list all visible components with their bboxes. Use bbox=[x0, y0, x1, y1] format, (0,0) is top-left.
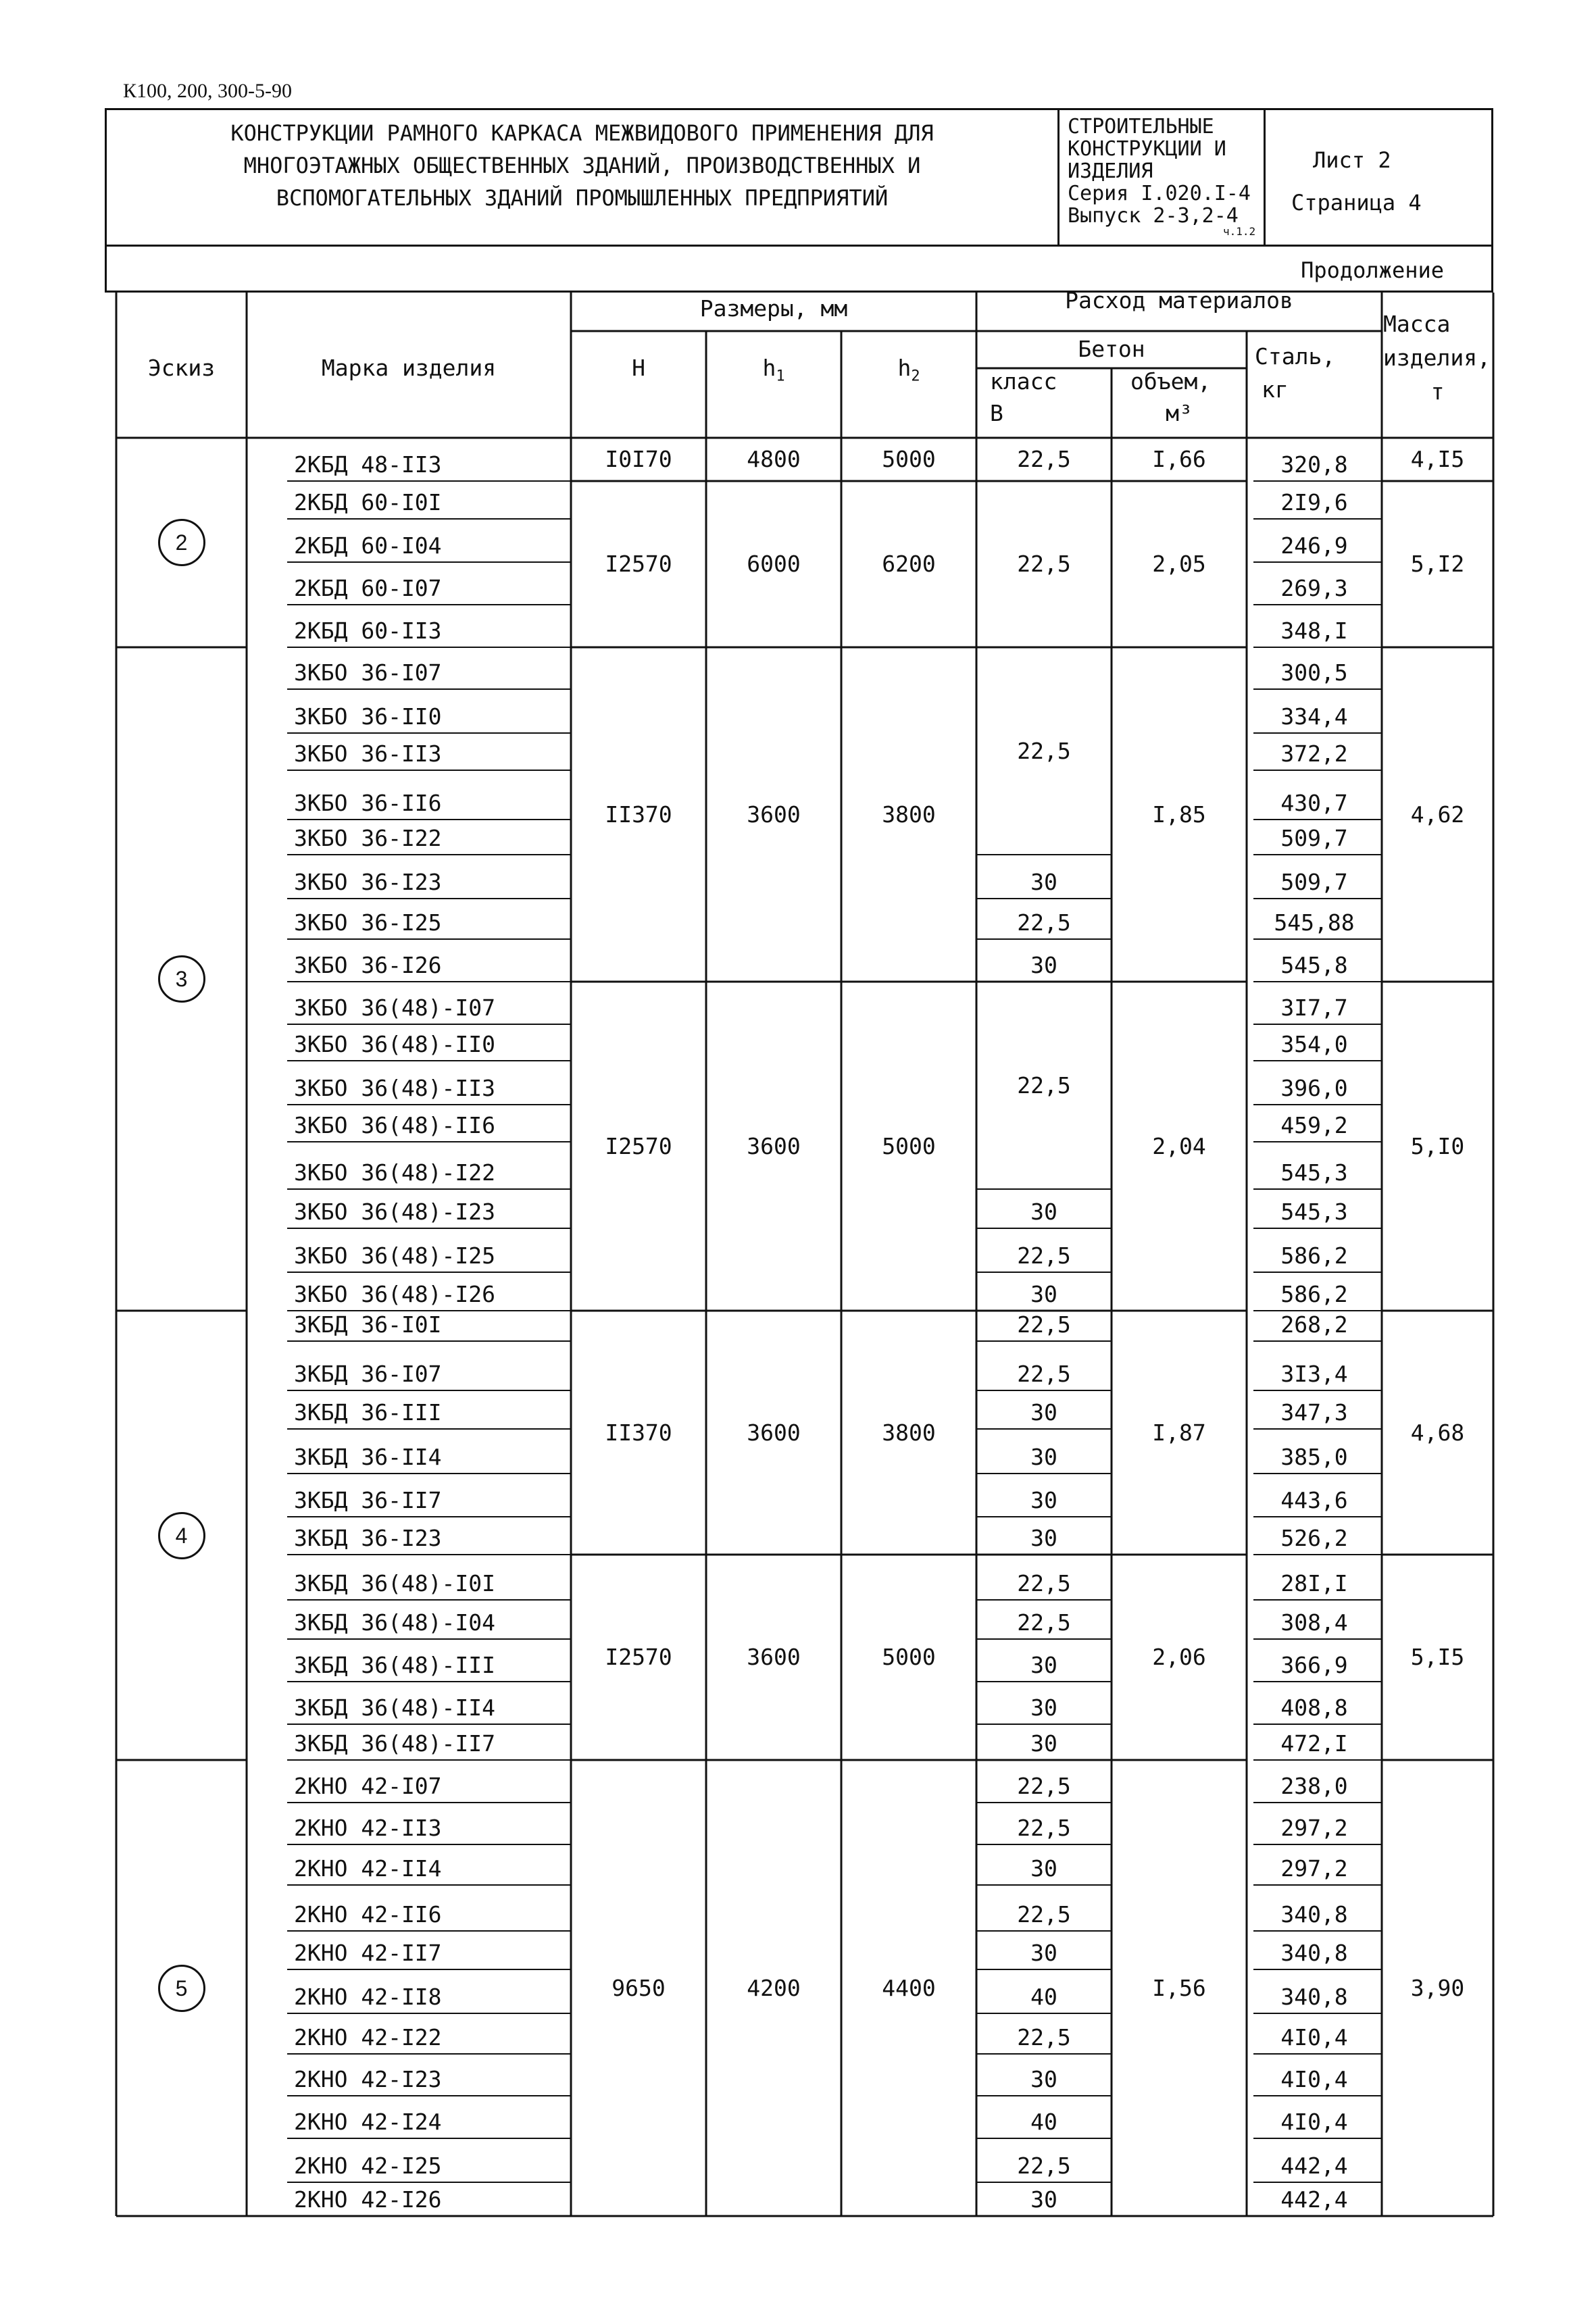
sketch-number-5: 5 bbox=[158, 1965, 205, 2012]
steel-cell: 340,8 bbox=[1280, 1901, 1348, 1928]
steel-cell: 442,4 bbox=[1280, 2186, 1348, 2213]
steel-cell: 408,8 bbox=[1280, 1694, 1348, 1721]
mark-cell: 3КБО 36-I22 bbox=[294, 825, 442, 851]
class-cell: 30 bbox=[1030, 1199, 1057, 1225]
steel-cell: 28I,I bbox=[1280, 1570, 1348, 1596]
steel-cell: 2I9,6 bbox=[1280, 489, 1348, 515]
steel-cell: 509,7 bbox=[1280, 869, 1348, 895]
mass-cell: 4,68 bbox=[1410, 1419, 1465, 1446]
class-cell: 30 bbox=[1030, 1281, 1057, 1307]
height-cell: II370 bbox=[605, 801, 672, 828]
mark-cell: 2КНО 42-I22 bbox=[294, 2024, 442, 2051]
mark-cell: 2КНО 42-II6 bbox=[294, 1901, 442, 1928]
col-mass-header-3: т bbox=[1430, 378, 1445, 405]
volume-cell: 2,04 bbox=[1152, 1132, 1206, 1159]
volume-cell: 2,06 bbox=[1152, 1644, 1206, 1670]
class-cell: 22,5 bbox=[1017, 1773, 1071, 1799]
steel-cell: 586,2 bbox=[1280, 1281, 1348, 1307]
series-line: Выпуск 2-3,2-4 bbox=[1068, 204, 1239, 228]
steel-cell: 3I3,4 bbox=[1280, 1361, 1348, 1387]
mark-cell: 2КБД 60-I04 bbox=[294, 532, 442, 559]
mark-cell: 3КБД 36(48)-III bbox=[294, 1652, 496, 1678]
height-cell: I2570 bbox=[605, 1644, 672, 1670]
mark-cell: 2КНО 42-I24 bbox=[294, 2109, 442, 2135]
steel-cell: 430,7 bbox=[1280, 790, 1348, 816]
mark-cell: 3КБО 36(48)-II0 bbox=[294, 1031, 496, 1057]
h2-cell: 5000 bbox=[882, 1132, 936, 1159]
height-cell: I0I70 bbox=[605, 446, 672, 472]
sketch-number-2: 2 bbox=[158, 519, 205, 566]
mark-cell: 3КБО 36-I26 bbox=[294, 952, 442, 978]
mark-cell: 3КБО 36-I25 bbox=[294, 909, 442, 936]
mark-cell: 2КБД 60-I0I bbox=[294, 489, 442, 515]
col-steel-header-2: кг bbox=[1262, 376, 1289, 403]
steel-cell: 385,0 bbox=[1280, 1444, 1348, 1470]
steel-cell: 545,8 bbox=[1280, 952, 1348, 978]
title-line: КОНСТРУКЦИИ РАМНОГО КАРКАСА МЕЖВИДОВОГО ПРИМЕНЕНИЯ ДЛЯ bbox=[230, 120, 934, 146]
mark-cell: 3КБО 36(48)-I23 bbox=[294, 1199, 496, 1225]
steel-cell: 268,2 bbox=[1280, 1311, 1348, 1338]
steel-cell: 545,3 bbox=[1280, 1199, 1348, 1225]
series-line: КОНСТРУКЦИИ И bbox=[1068, 137, 1226, 161]
h1-cell: 6000 bbox=[747, 551, 801, 577]
page-number: Страница 4 bbox=[1291, 190, 1422, 216]
steel-cell: 545,88 bbox=[1274, 909, 1355, 936]
steel-cell: 459,2 bbox=[1280, 1112, 1348, 1138]
steel-cell: 246,9 bbox=[1280, 532, 1348, 559]
sheet-number: Лист 2 bbox=[1313, 147, 1391, 173]
class-cell: 30 bbox=[1030, 1730, 1057, 1757]
steel-cell: 334,4 bbox=[1280, 703, 1348, 730]
col-h2-header bbox=[841, 355, 976, 391]
mark-cell: 2КБД 60-II3 bbox=[294, 618, 442, 644]
mark-cell: 3КБД 36-I23 bbox=[294, 1525, 442, 1551]
steel-cell: 443,6 bbox=[1280, 1487, 1348, 1513]
mark-cell: 3КБД 36-II4 bbox=[294, 1444, 442, 1470]
class-cell: 22,5 bbox=[1017, 446, 1071, 472]
col-class-header: класс bbox=[990, 368, 1057, 395]
h1-cell: 3600 bbox=[747, 1644, 801, 1670]
class-cell: 22,5 bbox=[1017, 551, 1071, 577]
h1-cell: 4800 bbox=[747, 446, 801, 472]
mark-cell: 3КБО 36-I07 bbox=[294, 659, 442, 686]
h2-cell: 6200 bbox=[882, 551, 936, 577]
steel-cell: 4I0,4 bbox=[1280, 2024, 1348, 2051]
class-cell: 30 bbox=[1030, 1652, 1057, 1678]
mark-cell: 2КНО 42-I26 bbox=[294, 2186, 442, 2213]
sketch-number-4: 4 bbox=[158, 1512, 205, 1559]
steel-cell: 347,3 bbox=[1280, 1399, 1348, 1426]
col-mass-header-2: изделия, bbox=[1383, 345, 1491, 371]
class-cell: 30 bbox=[1030, 1487, 1057, 1513]
steel-cell: 348,I bbox=[1280, 618, 1348, 644]
mark-cell: 2КНО 42-II7 bbox=[294, 1940, 442, 1966]
mark-cell: 3КБО 36-II3 bbox=[294, 740, 442, 767]
class-cell: 30 bbox=[1030, 952, 1057, 978]
mass-cell: 5,I2 bbox=[1410, 551, 1465, 577]
mark-cell: 2КНО 42-II3 bbox=[294, 1815, 442, 1841]
mark-cell: 2КНО 42-I07 bbox=[294, 1773, 442, 1799]
h1-cell: 3600 bbox=[747, 1132, 801, 1159]
steel-cell: 340,8 bbox=[1280, 1940, 1348, 1966]
col-steel-header: Сталь, bbox=[1255, 343, 1336, 370]
series-line: СТРОИТЕЛЬНЫЕ bbox=[1068, 115, 1214, 139]
mark-cell: 2КНО 42-I25 bbox=[294, 2153, 442, 2179]
steel-cell: 545,3 bbox=[1280, 1159, 1348, 1186]
class-cell: 30 bbox=[1030, 1399, 1057, 1426]
mark-cell: 3КБО 36-I23 bbox=[294, 869, 442, 895]
mark-cell: 3КБД 36-I07 bbox=[294, 1361, 442, 1387]
steel-cell: 340,8 bbox=[1280, 1984, 1348, 2010]
mark-cell: 3КБО 36(48)-II3 bbox=[294, 1075, 496, 1101]
volume-cell: 2,05 bbox=[1152, 551, 1206, 577]
title-line: МНОГОЭТАЖНЫХ ОБЩЕСТВЕННЫХ ЗДАНИЙ, ПРОИЗВОДСТВЕННЫХ И bbox=[243, 153, 921, 178]
class-cell: 30 bbox=[1030, 1694, 1057, 1721]
h2-cell: 5000 bbox=[882, 446, 936, 472]
h2-cell: 3800 bbox=[882, 1419, 936, 1446]
steel-cell: 300,5 bbox=[1280, 659, 1348, 686]
document-code: К100, 200, 300-5-90 bbox=[123, 80, 292, 102]
class-cell: 30 bbox=[1030, 1855, 1057, 1882]
mark-cell: 3КБО 36-II6 bbox=[294, 790, 442, 816]
h2-cell: 4400 bbox=[882, 1974, 936, 2001]
class-cell: 40 bbox=[1030, 2109, 1057, 2135]
mark-cell: 3КБО 36-II0 bbox=[294, 703, 442, 730]
mark-cell: 3КБО 36(48)-I25 bbox=[294, 1242, 496, 1269]
class-cell: 30 bbox=[1030, 869, 1057, 895]
class-cell: 30 bbox=[1030, 1444, 1057, 1470]
col-H-header: H bbox=[632, 355, 645, 381]
mark-cell: 3КБД 36(48)-II7 bbox=[294, 1730, 496, 1757]
class-cell: 40 bbox=[1030, 1984, 1057, 2010]
mark-cell: 3КБО 36(48)-I07 bbox=[294, 995, 496, 1021]
h2-cell: 3800 bbox=[882, 801, 936, 828]
volume-cell: I,66 bbox=[1152, 446, 1206, 472]
steel-cell: 3I7,7 bbox=[1280, 995, 1348, 1021]
h2-letter: h bbox=[897, 355, 912, 381]
steel-cell: 396,0 bbox=[1280, 1075, 1348, 1101]
col-sizes-header: Размеры, мм bbox=[699, 295, 848, 322]
class-cell: 22,5 bbox=[1017, 1570, 1071, 1596]
steel-cell: 442,4 bbox=[1280, 2153, 1348, 2179]
class-cell: 22,5 bbox=[1017, 1361, 1071, 1387]
class-cell: 22,5 bbox=[1017, 2024, 1071, 2051]
volume-cell: I,85 bbox=[1152, 801, 1206, 828]
steel-cell: 320,8 bbox=[1280, 451, 1348, 478]
title-line: ВСПОМОГАТЕЛЬНЫХ ЗДАНИЙ ПРОМЫШЛЕННЫХ ПРЕДПРИЯТИЙ bbox=[276, 185, 889, 211]
mark-cell: 2КБД 60-I07 bbox=[294, 575, 442, 601]
steel-cell: 4I0,4 bbox=[1280, 2109, 1348, 2135]
sketch-number-3: 3 bbox=[158, 955, 205, 1003]
volume-cell: I,56 bbox=[1152, 1974, 1206, 2001]
class-cell: 22,5 bbox=[1017, 1609, 1071, 1636]
mark-cell: 3КБО 36(48)-I22 bbox=[294, 1159, 496, 1186]
series-line: ИЗДЕЛИЯ bbox=[1068, 159, 1153, 183]
class-cell: 30 bbox=[1030, 1940, 1057, 1966]
class-cell: 30 bbox=[1030, 2066, 1057, 2092]
h1-cell: 4200 bbox=[747, 1974, 801, 2001]
steel-cell: 472,I bbox=[1280, 1730, 1348, 1757]
steel-cell: 526,2 bbox=[1280, 1525, 1348, 1551]
col-concrete-header: Бетон bbox=[1078, 336, 1145, 362]
series-part: ч.1.2 bbox=[1223, 225, 1256, 238]
steel-cell: 297,2 bbox=[1280, 1855, 1348, 1882]
mass-cell: 5,I0 bbox=[1410, 1132, 1465, 1159]
height-cell: II370 bbox=[605, 1419, 672, 1446]
steel-cell: 238,0 bbox=[1280, 1773, 1348, 1799]
col-mark-header: Марка изделия bbox=[321, 355, 497, 381]
steel-cell: 354,0 bbox=[1280, 1031, 1348, 1057]
class-cell: 22,5 bbox=[1017, 1072, 1071, 1099]
col-volume-header: объем, bbox=[1130, 368, 1212, 395]
mark-cell: 3КБО 36(48)-II6 bbox=[294, 1112, 496, 1138]
class-cell: 22,5 bbox=[1017, 909, 1071, 936]
class-cell: 22,5 bbox=[1017, 1242, 1071, 1269]
mark-cell: 3КБД 36(48)-I0I bbox=[294, 1570, 496, 1596]
mass-cell: 5,I5 bbox=[1410, 1644, 1465, 1670]
height-cell: I2570 bbox=[605, 1132, 672, 1159]
mass-cell: 3,90 bbox=[1410, 1974, 1465, 2001]
mark-cell: 3КБД 36-II7 bbox=[294, 1487, 442, 1513]
class-cell: 22,5 bbox=[1017, 1901, 1071, 1928]
steel-cell: 269,3 bbox=[1280, 575, 1348, 601]
height-cell: 9650 bbox=[612, 1974, 666, 2001]
h1-cell: 3600 bbox=[747, 801, 801, 828]
h2-subscript: 2 bbox=[911, 368, 920, 385]
steel-cell: 4I0,4 bbox=[1280, 2066, 1348, 2092]
h2-cell: 5000 bbox=[882, 1644, 936, 1670]
class-cell: 30 bbox=[1030, 2186, 1057, 2213]
volume-cell: I,87 bbox=[1152, 1419, 1206, 1446]
mark-cell: 3КБД 36-I0I bbox=[294, 1311, 442, 1338]
class-cell: 22,5 bbox=[1017, 737, 1071, 764]
steel-cell: 509,7 bbox=[1280, 825, 1348, 851]
col-materials-header: Расход материалов bbox=[1065, 287, 1293, 313]
series-line: Серия I.020.I-4 bbox=[1068, 182, 1251, 205]
mark-cell: 3КБД 36(48)-I04 bbox=[294, 1609, 496, 1636]
height-cell: I2570 bbox=[605, 551, 672, 577]
mark-cell: 2КНО 42-II4 bbox=[294, 1855, 442, 1882]
col-h1-header bbox=[706, 355, 841, 391]
h1-letter: h bbox=[762, 355, 776, 381]
class-cell: 22,5 bbox=[1017, 2153, 1071, 2179]
col-volume-header-2: м³ bbox=[1166, 400, 1193, 426]
class-cell: 22,5 bbox=[1017, 1815, 1071, 1841]
mark-cell: 2КБД 48-II3 bbox=[294, 451, 442, 478]
h1-subscript: 1 bbox=[776, 368, 785, 385]
class-cell: 30 bbox=[1030, 1525, 1057, 1551]
steel-cell: 366,9 bbox=[1280, 1652, 1348, 1678]
steel-cell: 308,4 bbox=[1280, 1609, 1348, 1636]
mass-cell: 4,62 bbox=[1410, 801, 1465, 828]
mark-cell: 2КНО 42-I23 bbox=[294, 2066, 442, 2092]
col-mass-header: Масса bbox=[1383, 311, 1451, 337]
mark-cell: 3КБД 36-III bbox=[294, 1399, 442, 1426]
continuation-label: Продолжение bbox=[105, 247, 1493, 293]
class-cell: 22,5 bbox=[1017, 1311, 1071, 1338]
col-class-header-2: В bbox=[990, 400, 1003, 426]
mark-cell: 3КБО 36(48)-I26 bbox=[294, 1281, 496, 1307]
mark-cell: 2КНО 42-II8 bbox=[294, 1984, 442, 2010]
steel-cell: 586,2 bbox=[1280, 1242, 1348, 1269]
col-sketch-header: Эскиз bbox=[147, 355, 216, 381]
mark-cell: 3КБД 36(48)-II4 bbox=[294, 1694, 496, 1721]
mass-cell: 4,I5 bbox=[1410, 446, 1465, 472]
steel-cell: 372,2 bbox=[1280, 740, 1348, 767]
steel-cell: 297,2 bbox=[1280, 1815, 1348, 1841]
h1-cell: 3600 bbox=[747, 1419, 801, 1446]
